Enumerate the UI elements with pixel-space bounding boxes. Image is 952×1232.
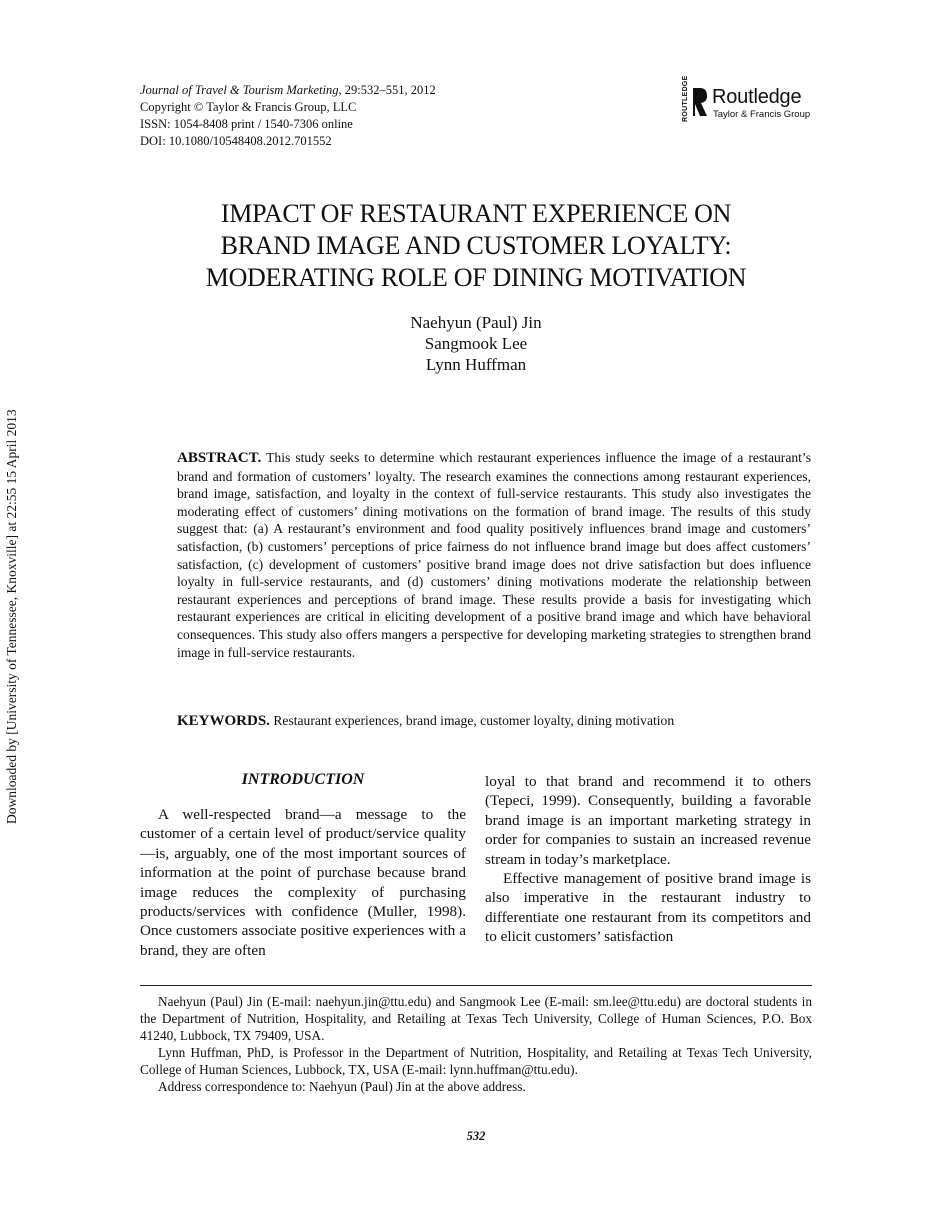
body-column-right — [485, 772, 811, 947]
publisher-logo — [680, 75, 820, 126]
author-name: Lynn Huffman — [425, 355, 527, 374]
journal-volume: , 29:532–551, 2012 — [338, 83, 436, 97]
author-list — [140, 312, 812, 375]
abstract-text: This study seeks to determine which restaurant experiences influence the image of a restaurant’s brand and formation of customers’ loyalty. The research examines the connections among restaurant experiences, brand image, satisfaction, and loyalty in the context of full-service restaurants. This study also investigates the moderating effect of customers’ dining motivations on the formation of brand image. The results of this study suggest that: (a) A restaurant’s environment and food quality positively influences brand image and customers’ satisfaction, (b) customers’ perceptions of price fairness do not influence brand image but does affect customers’ satisfaction, (c) development of customers’ positive brand image does not drive satisfaction but does influence loyalty in full-service restaurants, and (d) customers’ dining motivations moderate the relationship between restaurant experiences and perceptions of brand image. These results provide a basis for investigating which restaurant experiences are critical in eliciting development of a positive brand image and which have behavioral consequences. This study also offers mangers a perspective for developing marketing strategies to strengthen brand image in full-service restaurants. — [177, 450, 811, 660]
keywords-label: KEYWORDS. — [177, 713, 270, 729]
journal-name: Journal of Travel & Tourism Marketing — [140, 83, 339, 97]
journal-citation — [140, 82, 436, 99]
title-line: BRAND IMAGE AND CUSTOMER LOYALTY: — [220, 231, 732, 260]
doi-line: DOI: 10.1080/10548408.2012.701552 — [140, 134, 332, 148]
abstract — [177, 449, 811, 661]
logo-mark-text: ROUTLEDGE — [682, 75, 689, 122]
download-watermark: Downloaded by [University of Tennessee, Knoxville] at 22:55 15 April 2013 — [4, 409, 19, 825]
issn-line: ISSN: 1054-8408 print / 1540-7306 online — [140, 117, 353, 131]
body-paragraph: Effective management of positive brand image is also imperative in the restaurant industry to differentiate one restaurant from its competitors and to elicit customers’ satisfaction — [485, 870, 811, 946]
body-paragraph: loyal to that brand and recommend it to others (Tepeci, 1999). Consequently, building a favorable brand image is an important marketing strategy in order for companies to sustain an increased revenue stream in today’s marketplace. — [485, 773, 811, 868]
keywords-text: Restaurant experiences, brand image, customer loyalty, dining motivation — [273, 713, 675, 728]
title-line: MODERATING ROLE OF DINING MOTIVATION — [205, 263, 747, 292]
footnote — [140, 993, 812, 1095]
page-number: 532 — [466, 1129, 486, 1143]
title-line: IMPACT OF RESTAURANT EXPERIENCE ON — [220, 199, 732, 228]
routledge-logo-icon — [680, 75, 708, 124]
body-paragraph: A well-respected brand—a message to the customer of a certain level of product/service quality—is, arguably, one of the most important sources of information at the point of purchase because brand image reduces the complexity of purchasing products/services with confidence (Muller, 1998). Once customers associate positive experiences with a brand, they are often — [140, 806, 466, 959]
keywords — [177, 712, 817, 730]
abstract-label: ABSTRACT. — [177, 450, 262, 466]
footnote-paragraph: Lynn Huffman, PhD, is Professor in the Department of Nutrition, Hospitality, and Retailing at Texas Tech University, College of Human Sciences, Lubbock, TX, USA (E-mail: lynn.huffman@ttu.edu). — [140, 1045, 812, 1077]
footnote-paragraph: Naehyun (Paul) Jin (E-mail: naehyun.jin@ttu.edu) and Sangmook Lee (E-mail: sm.lee@ttu.edu) are doctoral students in the Department of Nutrition, Hospitality, and Retailing at Texas Tech University, College of Human Sciences, P.O. Box 41240, Lubbock, TX 79409, USA. — [140, 994, 812, 1043]
body-column-left — [140, 770, 466, 960]
article-title — [140, 198, 812, 294]
author-name: Sangmook Lee — [424, 334, 528, 353]
section-heading: INTRODUCTION — [241, 771, 365, 788]
footnote-divider — [140, 985, 812, 986]
journal-meta — [140, 82, 436, 150]
publisher-name: Routledge — [712, 86, 802, 108]
author-name: Naehyun (Paul) Jin — [410, 313, 542, 332]
publisher-tagline: Taylor & Francis Group — [713, 109, 811, 120]
footnote-paragraph: Address correspondence to: Naehyun (Paul) Jin at the above address. — [158, 1079, 526, 1094]
copyright-line: Copyright © Taylor & Francis Group, LLC — [140, 100, 357, 114]
